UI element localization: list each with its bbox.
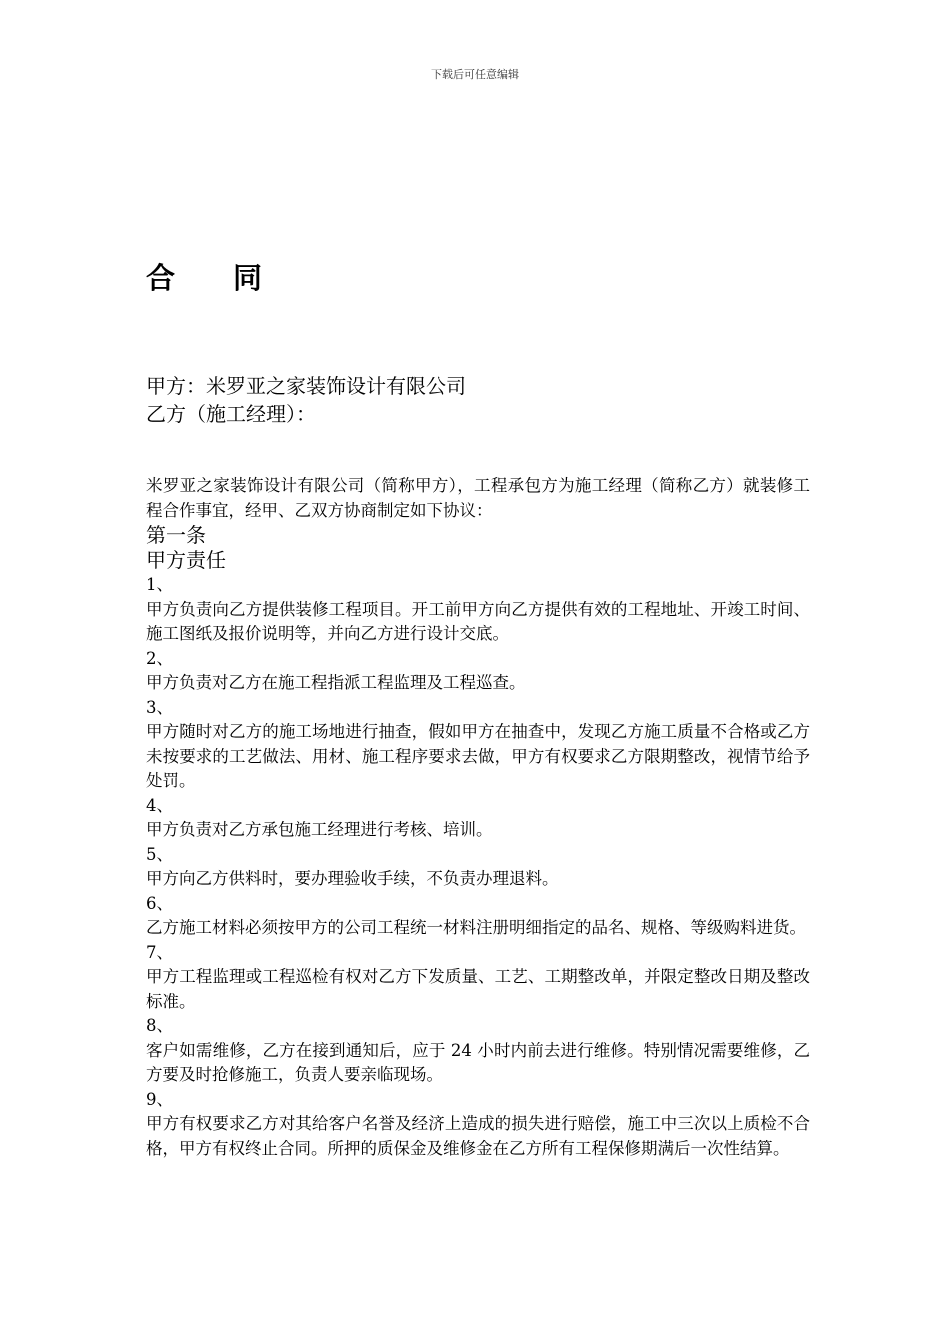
title-char-left: 合 bbox=[146, 261, 176, 295]
clause-text: 甲方工程监理或工程巡检有权对乙方下发质量、工艺、工期整改单，并限定整改日期及整改标准。 bbox=[146, 967, 810, 1011]
clause-number: 9、 bbox=[146, 1089, 173, 1109]
clause-text: 客户如需维修，乙方在接到通知后，应于 24 小时内前去进行维修。特别情况需要维修，乙方要及时抢修施工，负责人要亲临现场。 bbox=[146, 1040, 810, 1084]
intro-paragraph: 米罗亚之家装饰设计有限公司（简称甲方），工程承包方为施工经理（简称乙方）就装修工程合作事宜，经甲、乙双方协商制定如下协议： bbox=[146, 476, 810, 520]
party-a: 甲方：米罗亚之家装饰设计有限公司 bbox=[146, 374, 466, 398]
clause-number: 7、 bbox=[146, 942, 173, 962]
clause-number: 2、 bbox=[146, 648, 173, 668]
clause-number: 8、 bbox=[146, 1016, 173, 1035]
clause-text: 甲方向乙方供料时，要办理验收手续，不负责办理退料。 bbox=[146, 869, 559, 888]
clause-text: 乙方施工材料必须按甲方的公司工程统一材料注册明细指定的品名、规格、等级购料进货。 bbox=[146, 918, 806, 937]
clause-text: 甲方负责对乙方承包施工经理进行考核、培训。 bbox=[146, 820, 493, 839]
header-note: 下载后可任意编辑 bbox=[431, 68, 519, 81]
clause-number: 3、 bbox=[146, 697, 173, 717]
clause-text: 甲方负责对乙方在施工程指派工程监理及工程巡查。 bbox=[146, 673, 526, 692]
document-title bbox=[146, 256, 262, 297]
clause-number: 6、 bbox=[146, 893, 173, 913]
parties-block bbox=[146, 372, 466, 428]
article-number: 第一条 bbox=[146, 523, 206, 547]
clause-text: 甲方负责向乙方提供装修工程项目。开工前甲方向乙方提供有效的工程地址、开竣工时间、施工图纸及报价说明等，并向乙方进行设计交底。 bbox=[146, 599, 810, 643]
clause-number: 4、 bbox=[146, 795, 173, 815]
clause-text: 甲方随时对乙方的施工场地进行抽查，假如甲方在抽查中，发现乙方施工质量不合格或乙方未按要求的工艺做法、用材、施工程序要求去做，甲方有权要求乙方限期整改，视情节给予处罚。 bbox=[146, 722, 810, 790]
clause-number: 5、 bbox=[146, 844, 173, 864]
contract-body bbox=[146, 474, 810, 1161]
clause-text: 甲方有权要求乙方对其给客户名誉及经济上造成的损失进行赔偿，施工中三次以上质检不合格，甲方有权终止合同。所押的质保金及维修金在乙方所有工程保修期满后一次性结算。 bbox=[146, 1114, 810, 1158]
clause-number: 1、 bbox=[146, 575, 173, 594]
article-heading: 甲方责任 bbox=[146, 548, 226, 572]
title-char-right: 同 bbox=[233, 261, 263, 295]
party-b: 乙方（施工经理）： bbox=[146, 402, 316, 426]
